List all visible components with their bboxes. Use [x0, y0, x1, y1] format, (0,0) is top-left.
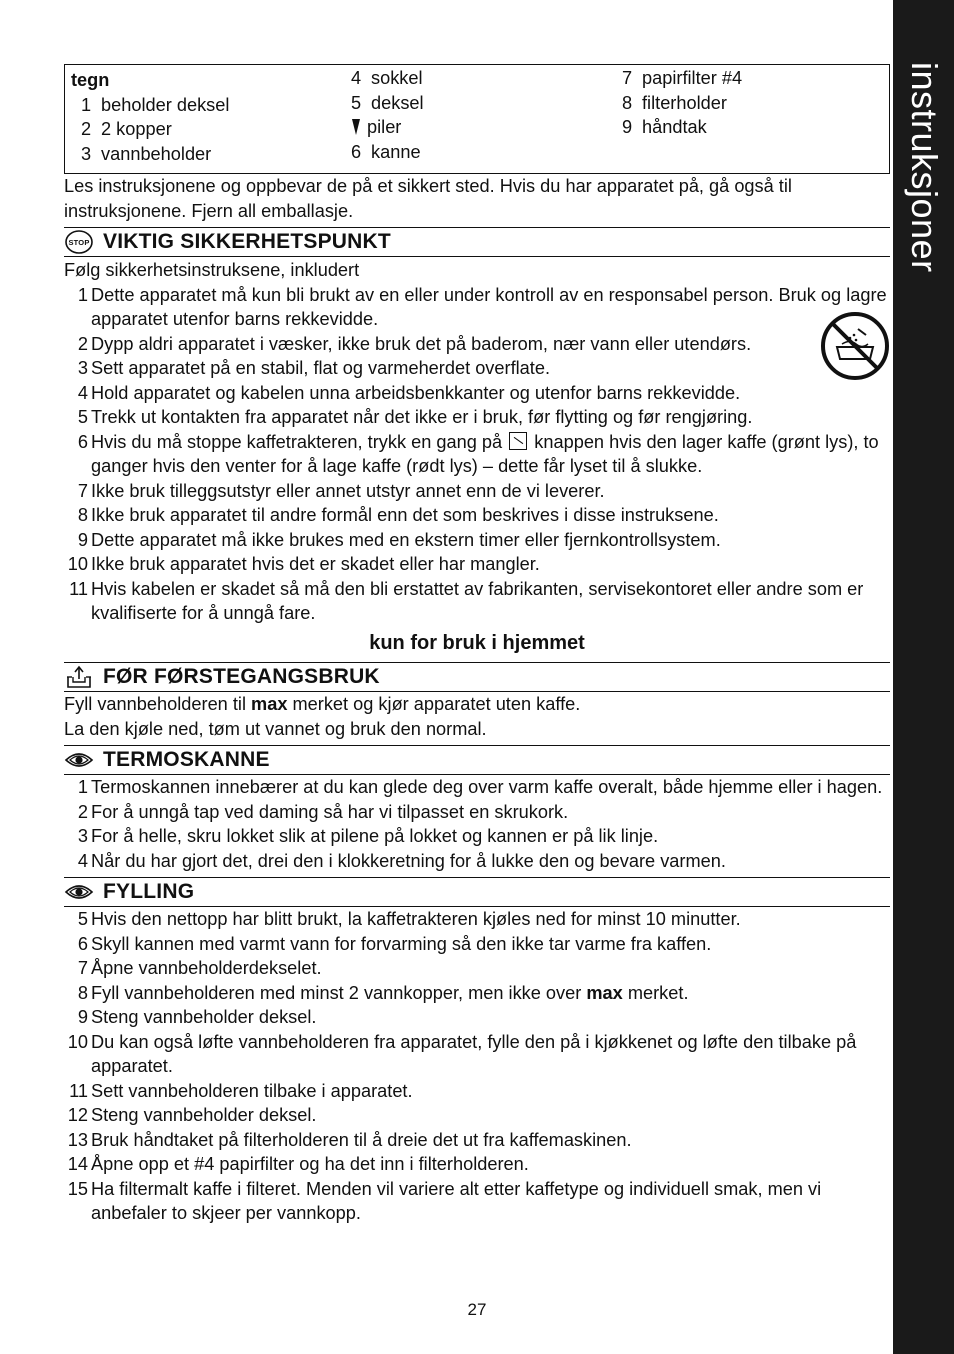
list-item: 4 Hold apparatet og kabelen unna arbeidsbenkkanter og utenfor barns rekkevidde. [77, 382, 741, 403]
thermos-heading [64, 745, 890, 775]
legend-item: 6 kanne [351, 141, 421, 162]
list-item: 7 Åpne vannbeholderdekselet. [77, 958, 322, 978]
list-item: 1 Termoskannen innebærer at du kan glede deg over varm kaffe overalt, både hjemme eller i hagen. [77, 777, 883, 797]
page-content [64, 64, 890, 1226]
list-item: 7 Ikke bruk tilleggsutstyr eller annet utstyr annet enn de vi leverer. [77, 480, 605, 501]
first-use-line-1: Fyll vannbeholderen til max merket og kjør apparatet uten kaffe. [64, 694, 581, 714]
filling-list [64, 907, 890, 1226]
safety-heading [64, 227, 890, 257]
legend-item: 8 filterholder [622, 92, 727, 113]
parts-legend [64, 64, 890, 174]
list-item: 13 Bruk håndtaket på filterholderen til å dreie det ut fra kaffemaskinen. [67, 1129, 632, 1150]
thermos-list [64, 775, 890, 873]
legend-item: 1 beholder deksel [81, 94, 230, 115]
list-item: 14 Åpne opp et #4 papirfilter og ha det inn i filterholderen. [67, 1154, 529, 1174]
legend-item: 9 håndtak [622, 117, 707, 137]
list-item: 11 Sett vannbeholderen tilbake i apparatet. [69, 1080, 413, 1101]
household-use-note: kun for bruk i hjemmet [369, 631, 585, 654]
legend-column-2 [351, 66, 424, 164]
list-item: 11 Hvis kabelen er skadet så må den bli erstattet av fabrikanten, servisekontoret eller andre som er kvalifiserte for å unngå fare. [69, 578, 864, 623]
filling-heading [64, 877, 890, 907]
thermos-heading-text: TERMOSKANNE [103, 747, 270, 771]
list-item: 6 Skyll kannen med varmt vann for forvarming så den ikke tar varme fra kaffen. [77, 933, 712, 954]
list-item: 12 Steng vannbeholder deksel. [67, 1105, 317, 1125]
filling-heading-text: FYLLING [103, 879, 195, 903]
list-item: 2 For å unngå tap ved daming så har vi tilpasset en skrukork. [77, 801, 569, 822]
list-item: 5 Trekk ut kontakten fra apparatet når det ikke er i bruk, før flytting og før rengjøring. [77, 407, 753, 427]
list-item: 5 Hvis den nettopp har blitt brukt, la kaffetrakteren kjøles ned for minst 10 minutter. [77, 909, 741, 929]
safety-lead: Følg sikkerhetsinstruksene, inkludert [64, 260, 360, 280]
safety-heading-text: VIKTIG SIKKERHETSPUNKT [103, 229, 391, 253]
safety-list [64, 283, 890, 626]
first-use-heading-text: FØR FØRSTEGANGSBRUK [103, 664, 380, 688]
legend-item: 3 vannbeholder [81, 143, 212, 164]
legend-item: 5 deksel [351, 92, 424, 113]
svg-text:STOP: STOP [68, 238, 90, 247]
list-item: 3 For å helle, skru lokket slik at pilene på lokket og kannen er på lik linje. [77, 826, 659, 846]
legend-title: tegn [71, 70, 110, 90]
list-item: 2 Dypp aldri apparatet i væsker, ikke bruk det på baderom, nær vann eller utendørs. [77, 333, 752, 354]
list-item: 10 Du kan også løfte vannbeholderen fra apparatet, fylle den på i kjøkkenet og løfte den tilbake på apparatet. [67, 1031, 857, 1076]
list-item: 10 Ikke bruk apparatet hvis det er skadet eller har mangler. [67, 554, 540, 574]
first-use-icon [64, 665, 94, 689]
legend-item: 2 2 kopper [81, 119, 172, 139]
list-item: 15 Ha filtermalt kaffe i filteret. Menden vil variere alt etter kaffetype og individuell smak, men vi anbefaler to skjeer per vannkopp. [67, 1178, 822, 1223]
list-item: 8 Fyll vannbeholderen med minst 2 vannkopper, men ikke over max merket. [77, 982, 689, 1003]
side-tab-label: instruksjoner [904, 62, 945, 273]
list-item: 3 Sett apparatet på en stabil, flat og varmeherdet overflate. [77, 358, 551, 378]
stop-button-icon [509, 432, 527, 450]
legend-item: 7 papirfilter #4 [622, 68, 743, 88]
legend-item: piler [351, 115, 424, 140]
arrow-marker-icon [352, 119, 360, 135]
eye-icon [64, 748, 94, 772]
list-item: 1 Dette apparatet må kun bli brukt av en eller under kontroll av en responsabel person. Bruk og lagre apparatet utenfor barns rekkevidde. [77, 284, 887, 329]
legend-column-1 [71, 68, 229, 166]
list-item: 6 Hvis du må stoppe kaffetrakteren, trykk en gang på knappen hvis den lager kaffe (grønt lys), to ganger hvis den venter for å lage kaffe (rødt lys) – dette får lyset til å slukke. [77, 431, 879, 476]
legend-item: 4 sokkel [351, 68, 423, 88]
eye-icon [64, 880, 94, 904]
legend-column-3 [622, 66, 742, 140]
list-item: 4 Når du har gjort det, drei den i klokkeretning for å lukke den og bevare varmen. [77, 850, 726, 871]
intro-text: Les instruksjonene og oppbevar de på et sikkert sted. Hvis du har apparatet på, gå også til instruksjonene. Fjern all emballasje. [64, 176, 792, 221]
list-item: 8 Ikke bruk apparatet til andre formål enn det som beskrives i disse instruksene. [77, 505, 719, 525]
first-use-line-2: La den kjøle ned, tøm ut vannet og bruk den normal. [64, 718, 487, 739]
list-item: 9 Dette apparatet må ikke brukes med en ekstern timer eller fjernkontrollsystem. [77, 529, 721, 550]
page-number: 27 [467, 1300, 487, 1319]
stop-icon [64, 230, 94, 254]
first-use-heading [64, 662, 890, 692]
list-item: 9 Steng vannbeholder deksel. [77, 1007, 317, 1027]
